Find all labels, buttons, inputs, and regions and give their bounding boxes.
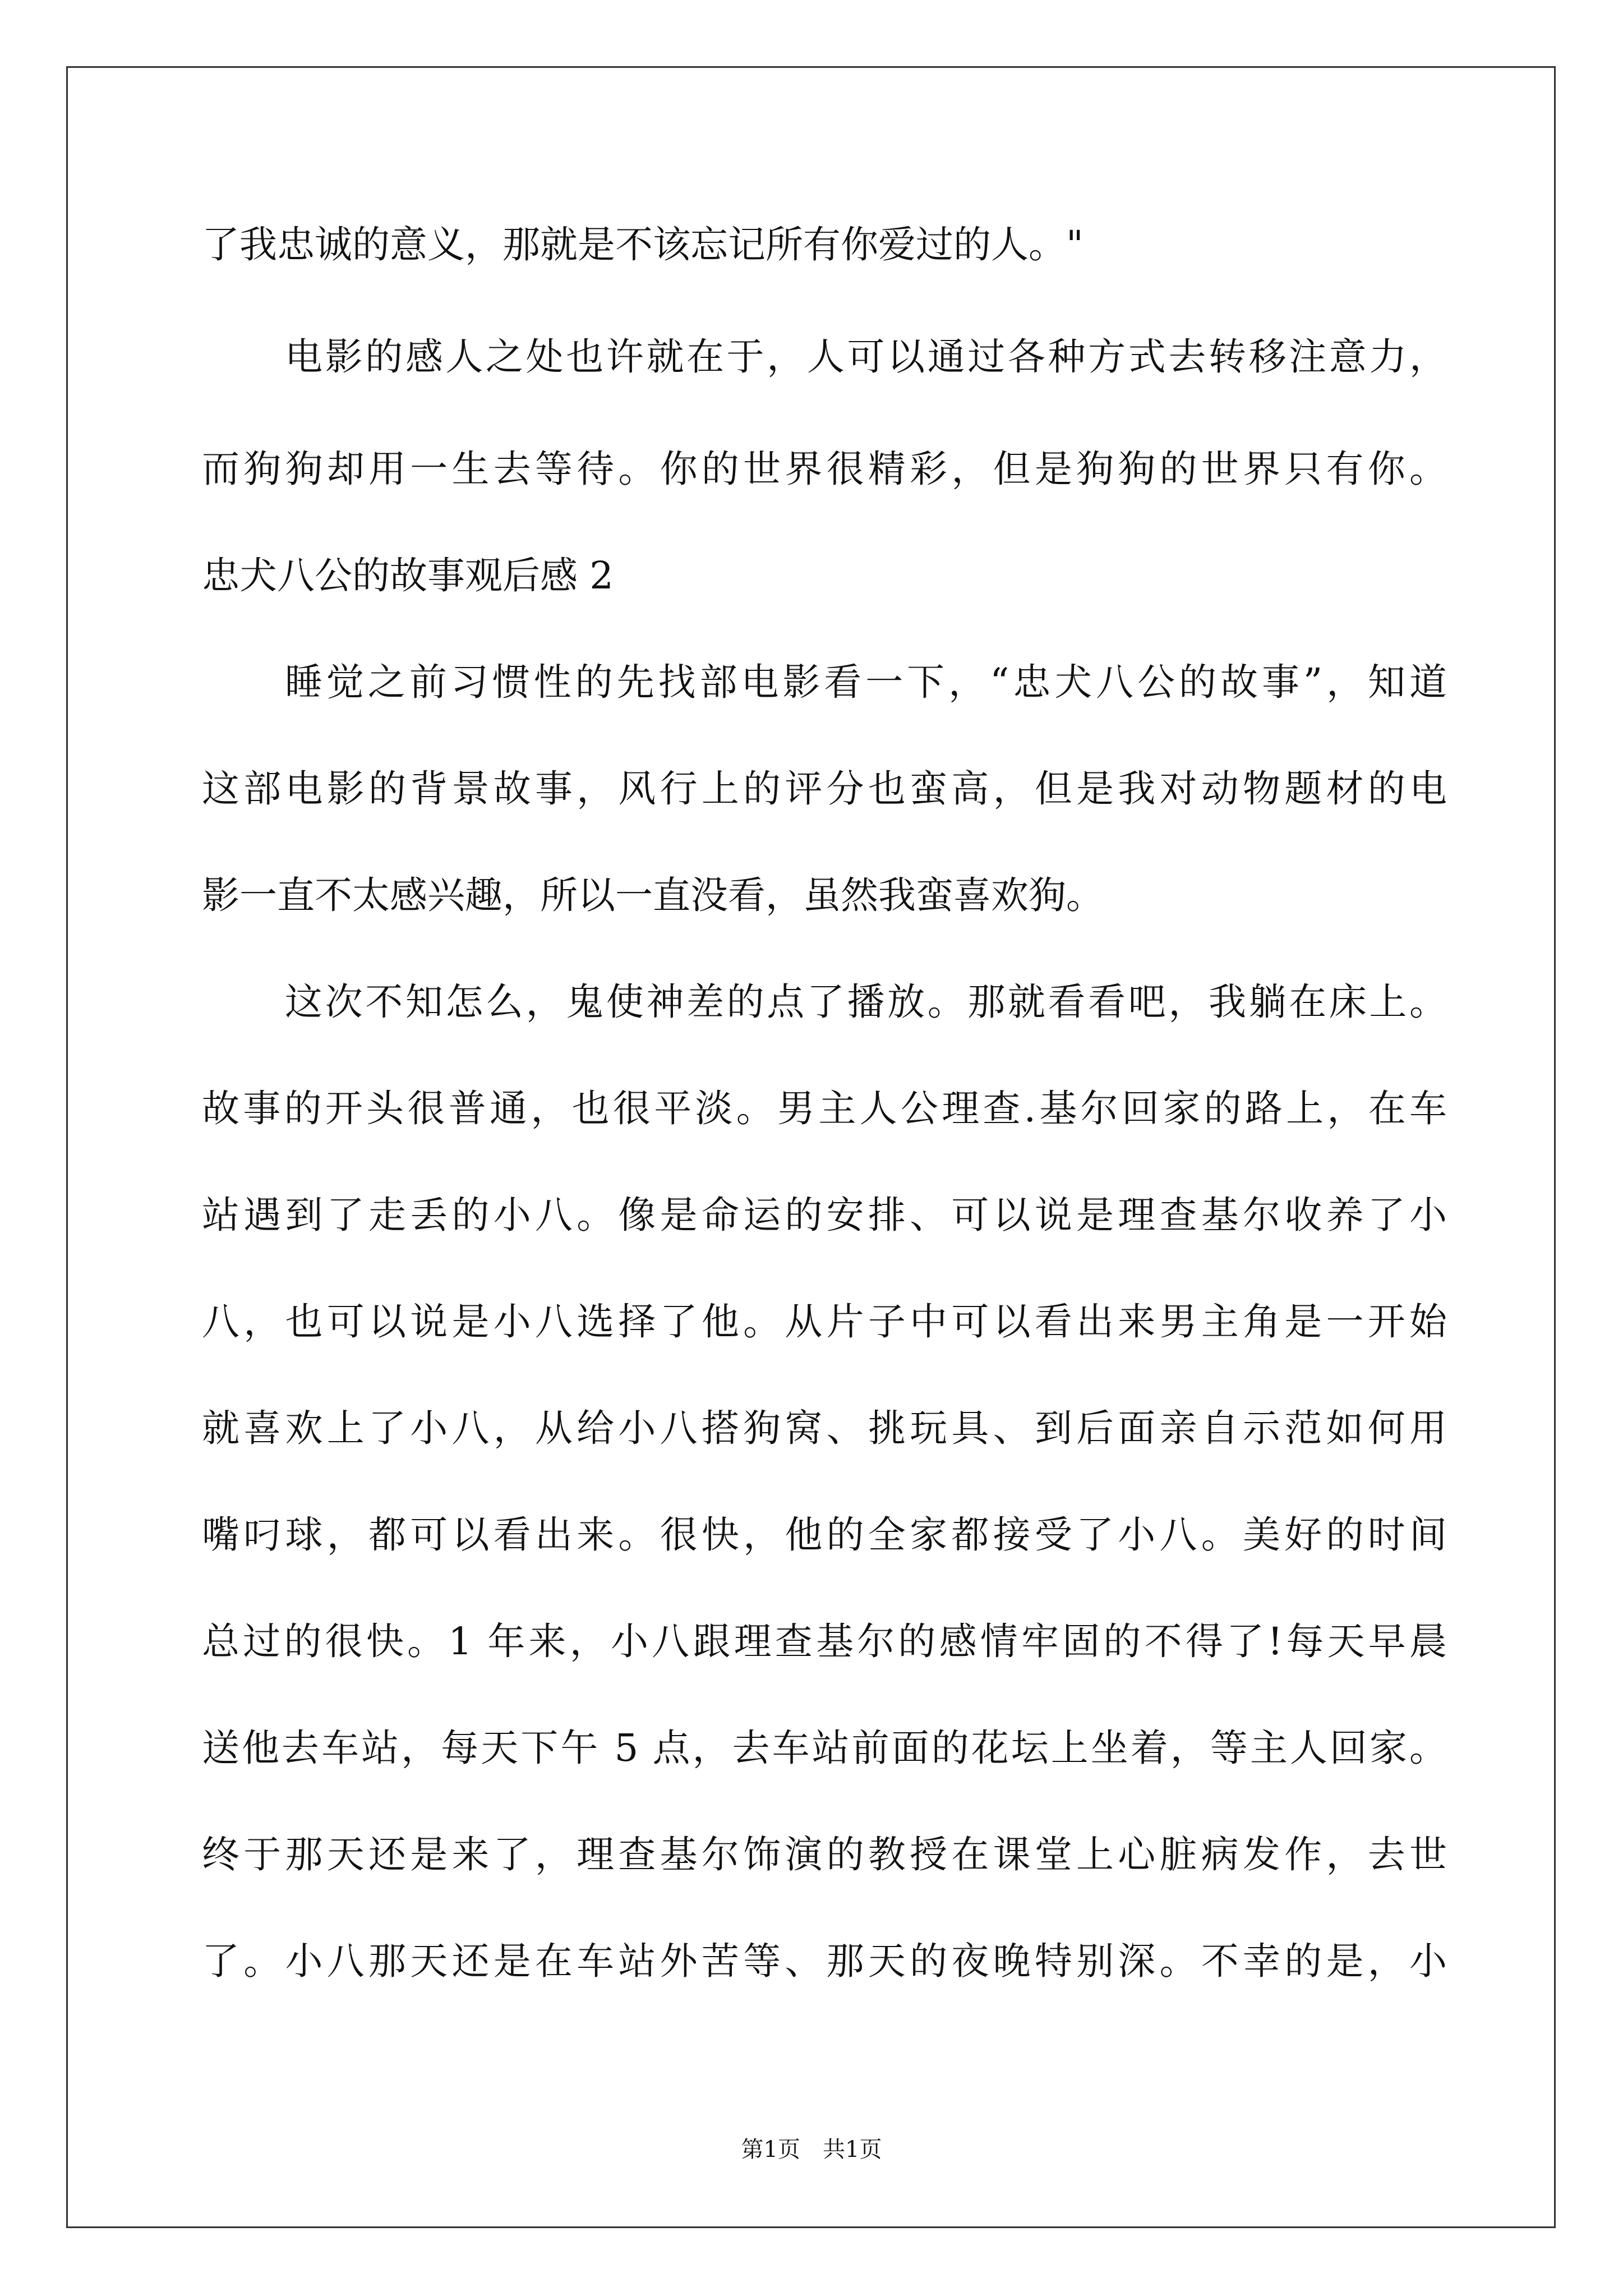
section-heading: 忠犬八公的故事观后感 2 [202,554,614,597]
text-line: 了。小八那天还是在车站外苦等、那天的夜晚特别深。不幸的是，小 [202,1939,1447,1983]
text-line: 就喜欢上了小八，从给小八搭狗窝、挑玩具、到后面亲自示范如何用 [202,1406,1447,1450]
text-line: 八，也可以说是小八选择了他。从片子中可以看出来男主角是一开始 [202,1300,1447,1343]
page-footer: 第1页 共1页 [741,2137,882,2162]
text-line: 嘴叼球，都可以看出来。很快，他的全家都接受了小八。美好的时间 [202,1513,1447,1557]
text-line: 电影的感人之处也许就在于，人可以通过各种方式去转移注意力， [285,335,1447,379]
text-line: 终于那天还是来了，理查基尔饰演的教授在课堂上心脏病发作，去世 [202,1833,1447,1876]
text-line: 这部电影的背景故事，风行上的评分也蛮高，但是我对动物题材的电 [202,767,1447,811]
text-line: 影一直不太感兴趣，所以一直没看，虽然我蛮喜欢狗。 [202,873,1104,917]
text-line: 睡觉之前习惯性的先找部电影看一下，“忠犬八公的故事”，知道 [285,660,1447,704]
text-line: 站遇到了走丢的小八。像是命运的安排、可以说是理查基尔收养了小 [202,1193,1447,1237]
text-line: 故事的开头很普通，也很平淡。男主人公理查.基尔回家的路上，在车 [202,1087,1447,1130]
text-line: 了我忠诚的意义，那就是不该忘记所有你爱过的人。" [202,223,1083,266]
text-line: 而狗狗却用一生去等待。你的世界很精彩，但是狗狗的世界只有你。 [202,447,1447,491]
text-line: 总过的很快。1 年来，小八跟理查基尔的感情牢固的不得了!每天早晨 [202,1619,1447,1663]
text-line: 送他去车站，每天下午 5 点，去车站前面的花坛上坐着，等主人回家。 [202,1726,1447,1770]
text-line: 这次不知怎么，鬼使神差的点了播放。那就看看吧，我躺在床上。 [285,980,1447,1024]
page-border [66,66,1556,2228]
